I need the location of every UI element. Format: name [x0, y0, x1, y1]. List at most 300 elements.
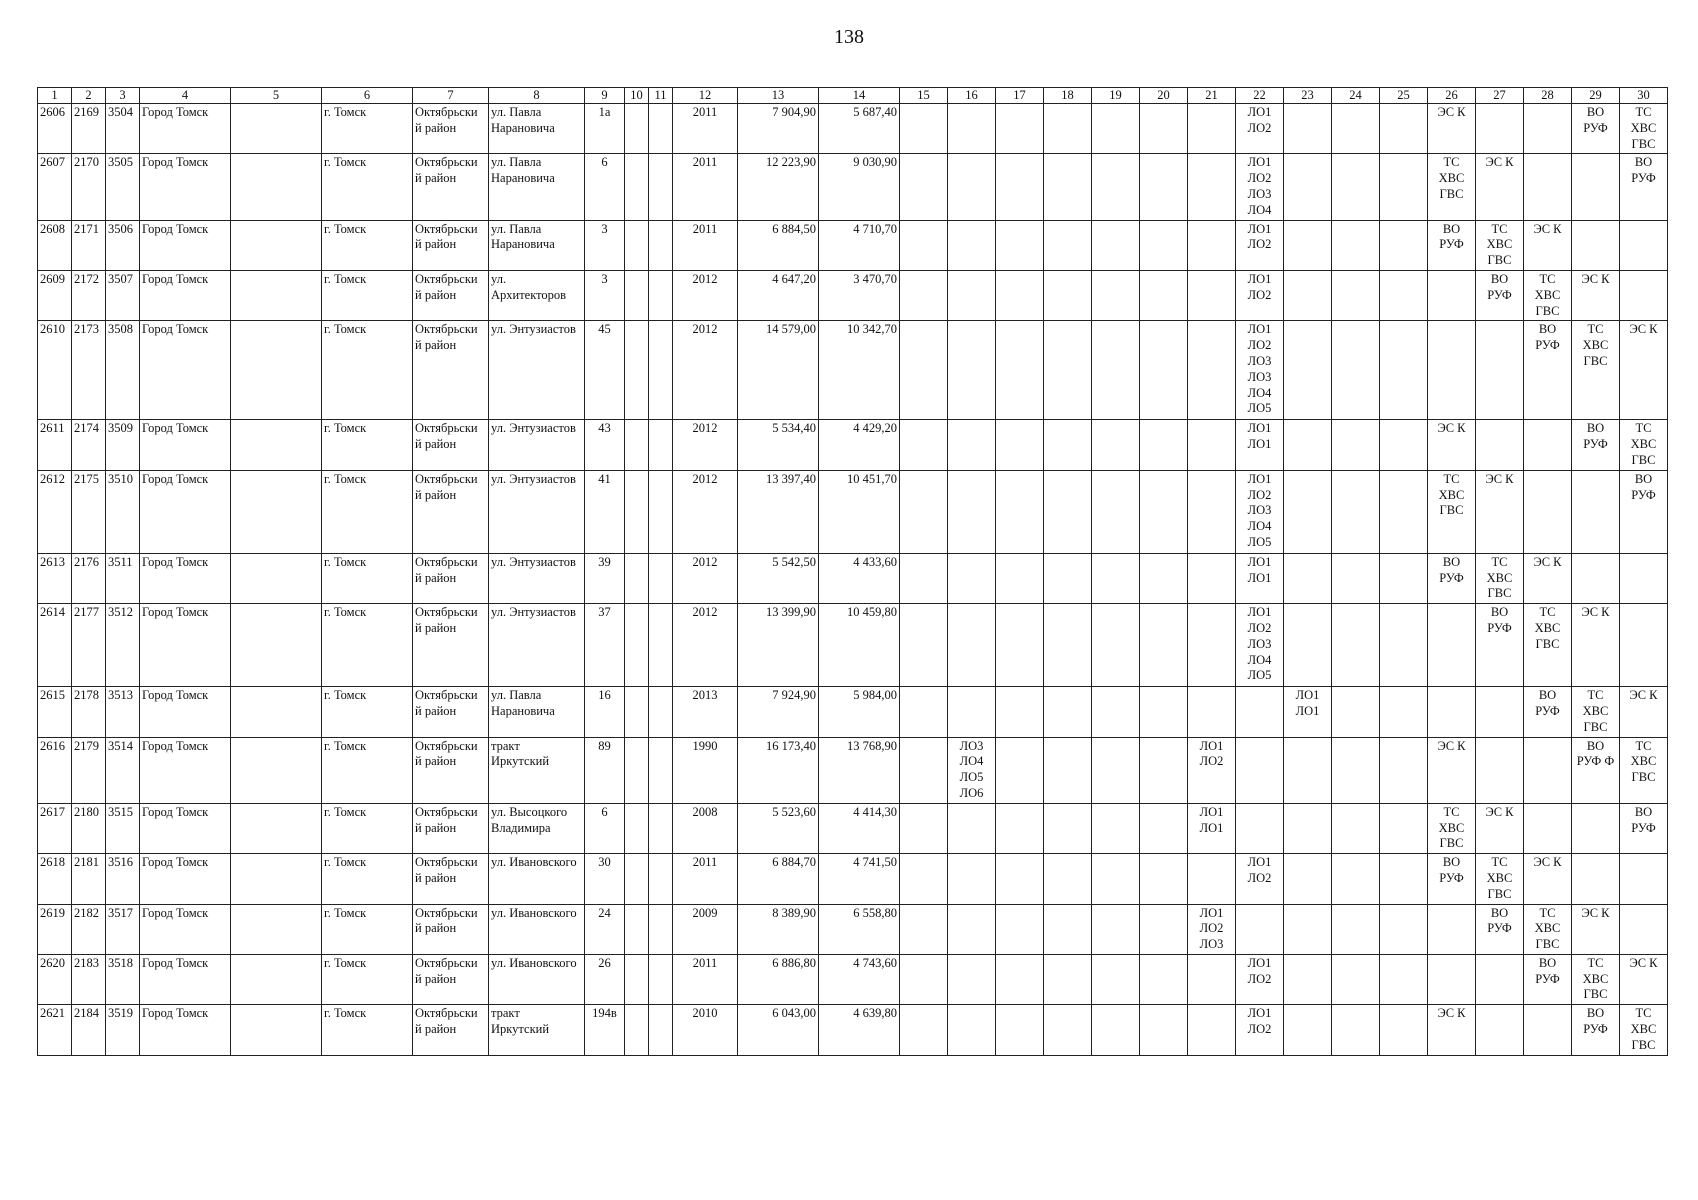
- cell-col-24: [1332, 803, 1380, 853]
- cell-col-4: Город Томск: [140, 854, 231, 904]
- cell-col-19: [1092, 954, 1140, 1004]
- cell-col-1: 2620: [38, 954, 72, 1004]
- cell-col-17: [996, 470, 1044, 553]
- cell-col-18: [1044, 904, 1092, 954]
- cell-col-17: [996, 954, 1044, 1004]
- cell-col-29: ВО РУФ: [1572, 104, 1620, 154]
- cell-col-6: г. Томск: [322, 104, 413, 154]
- cell-col-19: [1092, 420, 1140, 470]
- cell-col-28: [1524, 470, 1572, 553]
- cell-col-7: Октябрьски й район: [413, 1005, 489, 1055]
- cell-col-26: ТС ХВС ГВС: [1428, 803, 1476, 853]
- column-header-22: 22: [1236, 88, 1284, 104]
- cell-col-16: [948, 604, 996, 687]
- column-header-9: 9: [585, 88, 625, 104]
- cell-col-14: 4 433,60: [819, 553, 900, 603]
- cell-col-15: [900, 954, 948, 1004]
- cell-col-26: ВО РУФ: [1428, 553, 1476, 603]
- column-header-4: 4: [140, 88, 231, 104]
- cell-col-4: Город Томск: [140, 104, 231, 154]
- cell-col-28: ВО РУФ: [1524, 321, 1572, 420]
- cell-col-10: [625, 220, 649, 270]
- cell-col-23: [1284, 104, 1332, 154]
- cell-col-4: Город Томск: [140, 954, 231, 1004]
- cell-col-5: [231, 687, 322, 737]
- cell-col-15: [900, 420, 948, 470]
- cell-col-23: [1284, 803, 1332, 853]
- cell-col-18: [1044, 321, 1092, 420]
- cell-col-23: [1284, 420, 1332, 470]
- cell-col-18: [1044, 604, 1092, 687]
- cell-col-18: [1044, 954, 1092, 1004]
- cell-col-27: [1476, 321, 1524, 420]
- cell-col-27: ТС ХВС ГВС: [1476, 220, 1524, 270]
- cell-col-20: [1140, 553, 1188, 603]
- cell-col-1: 2612: [38, 470, 72, 553]
- cell-col-15: [900, 904, 948, 954]
- cell-col-13: 5 523,60: [738, 803, 819, 853]
- cell-col-11: [649, 321, 673, 420]
- cell-col-16: [948, 553, 996, 603]
- cell-col-11: [649, 904, 673, 954]
- cell-col-13: 7 904,90: [738, 104, 819, 154]
- cell-col-21: [1188, 854, 1236, 904]
- cell-col-3: 3514: [106, 737, 140, 803]
- cell-col-29: [1572, 854, 1620, 904]
- cell-col-8: тракт Иркутский: [489, 737, 585, 803]
- cell-col-20: [1140, 321, 1188, 420]
- column-header-13: 13: [738, 88, 819, 104]
- cell-col-10: [625, 420, 649, 470]
- cell-col-7: Октябрьски й район: [413, 604, 489, 687]
- table-row: [38, 553, 1668, 603]
- cell-col-25: [1380, 737, 1428, 803]
- cell-col-18: [1044, 803, 1092, 853]
- cell-col-23: [1284, 220, 1332, 270]
- cell-col-27: [1476, 687, 1524, 737]
- cell-col-3: 3513: [106, 687, 140, 737]
- cell-col-13: 13 397,40: [738, 470, 819, 553]
- cell-col-8: ул. Архитекторов: [489, 270, 585, 320]
- column-header-19: 19: [1092, 88, 1140, 104]
- cell-col-9: 194в: [585, 1005, 625, 1055]
- cell-col-26: [1428, 604, 1476, 687]
- cell-col-19: [1092, 803, 1140, 853]
- cell-col-1: 2608: [38, 220, 72, 270]
- column-header-11: 11: [649, 88, 673, 104]
- cell-col-2: 2181: [72, 854, 106, 904]
- cell-col-28: ВО РУФ: [1524, 687, 1572, 737]
- cell-col-14: 4 429,20: [819, 420, 900, 470]
- cell-col-8: ул. Ивановского: [489, 954, 585, 1004]
- cell-col-27: ТС ХВС ГВС: [1476, 854, 1524, 904]
- cell-col-19: [1092, 1005, 1140, 1055]
- cell-col-19: [1092, 604, 1140, 687]
- cell-col-12: 1990: [673, 737, 738, 803]
- cell-col-23: [1284, 470, 1332, 553]
- cell-col-4: Город Томск: [140, 737, 231, 803]
- cell-col-10: [625, 954, 649, 1004]
- cell-col-9: 3: [585, 220, 625, 270]
- cell-col-5: [231, 737, 322, 803]
- cell-col-10: [625, 854, 649, 904]
- cell-col-8: ул. Ивановского: [489, 904, 585, 954]
- cell-col-24: [1332, 270, 1380, 320]
- cell-col-25: [1380, 220, 1428, 270]
- cell-col-12: 2012: [673, 604, 738, 687]
- cell-col-27: ВО РУФ: [1476, 270, 1524, 320]
- cell-col-2: 2182: [72, 904, 106, 954]
- column-header-3: 3: [106, 88, 140, 104]
- cell-col-15: [900, 737, 948, 803]
- cell-col-5: [231, 470, 322, 553]
- cell-col-5: [231, 154, 322, 220]
- cell-col-1: 2616: [38, 737, 72, 803]
- cell-col-21: [1188, 1005, 1236, 1055]
- cell-col-1: 2611: [38, 420, 72, 470]
- cell-col-6: г. Томск: [322, 904, 413, 954]
- cell-col-24: [1332, 104, 1380, 154]
- cell-col-7: Октябрьски й район: [413, 220, 489, 270]
- cell-col-29: ТС ХВС ГВС: [1572, 687, 1620, 737]
- cell-col-20: [1140, 604, 1188, 687]
- cell-col-1: 2618: [38, 854, 72, 904]
- cell-col-23: [1284, 154, 1332, 220]
- cell-col-2: 2171: [72, 220, 106, 270]
- cell-col-6: г. Томск: [322, 803, 413, 853]
- cell-col-17: [996, 904, 1044, 954]
- cell-col-18: [1044, 1005, 1092, 1055]
- cell-col-13: 6 886,80: [738, 954, 819, 1004]
- cell-col-18: [1044, 420, 1092, 470]
- table-row: [38, 270, 1668, 320]
- cell-col-8: тракт Иркутский: [489, 1005, 585, 1055]
- cell-col-27: [1476, 420, 1524, 470]
- cell-col-14: 9 030,90: [819, 154, 900, 220]
- cell-col-13: 6 884,70: [738, 854, 819, 904]
- cell-col-15: [900, 803, 948, 853]
- cell-col-2: 2172: [72, 270, 106, 320]
- cell-col-29: ТС ХВС ГВС: [1572, 321, 1620, 420]
- cell-col-17: [996, 321, 1044, 420]
- table-row: [38, 220, 1668, 270]
- table-row: [38, 420, 1668, 470]
- table-row: [38, 604, 1668, 687]
- cell-col-21: [1188, 470, 1236, 553]
- cell-col-30: [1620, 854, 1668, 904]
- registry-table: [37, 87, 1668, 1056]
- cell-col-12: 2012: [673, 553, 738, 603]
- column-header-17: 17: [996, 88, 1044, 104]
- cell-col-12: 2009: [673, 904, 738, 954]
- cell-col-25: [1380, 604, 1428, 687]
- cell-col-20: [1140, 954, 1188, 1004]
- cell-col-19: [1092, 270, 1140, 320]
- cell-col-17: [996, 220, 1044, 270]
- cell-col-11: [649, 270, 673, 320]
- cell-col-1: 2607: [38, 154, 72, 220]
- cell-col-21: [1188, 154, 1236, 220]
- table-body: [38, 104, 1668, 1056]
- cell-col-15: [900, 553, 948, 603]
- cell-col-16: [948, 687, 996, 737]
- cell-col-14: 10 451,70: [819, 470, 900, 553]
- cell-col-25: [1380, 270, 1428, 320]
- cell-col-5: [231, 954, 322, 1004]
- cell-col-5: [231, 1005, 322, 1055]
- cell-col-28: [1524, 154, 1572, 220]
- cell-col-6: г. Томск: [322, 604, 413, 687]
- cell-col-23: [1284, 553, 1332, 603]
- cell-col-5: [231, 553, 322, 603]
- cell-col-6: г. Томск: [322, 553, 413, 603]
- cell-col-30: [1620, 220, 1668, 270]
- cell-col-1: 2614: [38, 604, 72, 687]
- cell-col-18: [1044, 687, 1092, 737]
- cell-col-13: 8 389,90: [738, 904, 819, 954]
- cell-col-22: [1236, 737, 1284, 803]
- table-row: [38, 854, 1668, 904]
- cell-col-11: [649, 420, 673, 470]
- cell-col-3: 3504: [106, 104, 140, 154]
- table-row: [38, 803, 1668, 853]
- cell-col-2: 2176: [72, 553, 106, 603]
- cell-col-3: 3517: [106, 904, 140, 954]
- cell-col-13: 5 542,50: [738, 553, 819, 603]
- column-header-15: 15: [900, 88, 948, 104]
- cell-col-8: ул. Павла Нарановича: [489, 104, 585, 154]
- cell-col-30: ВО РУФ: [1620, 470, 1668, 553]
- column-header-16: 16: [948, 88, 996, 104]
- cell-col-3: 3516: [106, 854, 140, 904]
- cell-col-29: ТС ХВС ГВС: [1572, 954, 1620, 1004]
- cell-col-19: [1092, 154, 1140, 220]
- cell-col-28: [1524, 104, 1572, 154]
- cell-col-12: 2012: [673, 420, 738, 470]
- cell-col-2: 2174: [72, 420, 106, 470]
- cell-col-22: ЛО1 ЛО2: [1236, 1005, 1284, 1055]
- cell-col-24: [1332, 154, 1380, 220]
- cell-col-16: [948, 954, 996, 1004]
- cell-col-7: Октябрьски й район: [413, 687, 489, 737]
- cell-col-5: [231, 420, 322, 470]
- cell-col-9: 45: [585, 321, 625, 420]
- cell-col-5: [231, 604, 322, 687]
- cell-col-8: ул. Павла Нарановича: [489, 154, 585, 220]
- cell-col-26: ЭС К: [1428, 104, 1476, 154]
- table-row: [38, 904, 1668, 954]
- cell-col-22: [1236, 687, 1284, 737]
- cell-col-21: ЛО1 ЛО2 ЛО3: [1188, 904, 1236, 954]
- cell-col-22: ЛО1 ЛО2: [1236, 104, 1284, 154]
- column-header-5: 5: [231, 88, 322, 104]
- cell-col-16: [948, 321, 996, 420]
- cell-col-29: ВО РУФ Ф: [1572, 737, 1620, 803]
- cell-col-14: 5 687,40: [819, 104, 900, 154]
- cell-col-23: [1284, 954, 1332, 1004]
- cell-col-10: [625, 470, 649, 553]
- cell-col-18: [1044, 553, 1092, 603]
- cell-col-26: [1428, 687, 1476, 737]
- cell-col-15: [900, 604, 948, 687]
- cell-col-26: [1428, 904, 1476, 954]
- cell-col-24: [1332, 854, 1380, 904]
- cell-col-3: 3508: [106, 321, 140, 420]
- cell-col-26: ЭС К: [1428, 737, 1476, 803]
- page-number: 138: [834, 26, 864, 48]
- cell-col-10: [625, 104, 649, 154]
- cell-col-10: [625, 604, 649, 687]
- cell-col-24: [1332, 553, 1380, 603]
- cell-col-19: [1092, 220, 1140, 270]
- cell-col-17: [996, 420, 1044, 470]
- cell-col-28: [1524, 1005, 1572, 1055]
- cell-col-19: [1092, 904, 1140, 954]
- cell-col-12: 2011: [673, 854, 738, 904]
- cell-col-7: Октябрьски й район: [413, 321, 489, 420]
- header-row: [38, 88, 1668, 104]
- cell-col-14: 4 741,50: [819, 854, 900, 904]
- column-header-6: 6: [322, 88, 413, 104]
- cell-col-29: [1572, 154, 1620, 220]
- cell-col-5: [231, 321, 322, 420]
- column-header-7: 7: [413, 88, 489, 104]
- cell-col-14: 10 459,80: [819, 604, 900, 687]
- cell-col-30: ТС ХВС ГВС: [1620, 420, 1668, 470]
- cell-col-2: 2179: [72, 737, 106, 803]
- cell-col-30: [1620, 270, 1668, 320]
- cell-col-1: 2606: [38, 104, 72, 154]
- cell-col-13: 6 043,00: [738, 1005, 819, 1055]
- cell-col-17: [996, 687, 1044, 737]
- cell-col-30: ТС ХВС ГВС: [1620, 737, 1668, 803]
- cell-col-3: 3519: [106, 1005, 140, 1055]
- cell-col-13: 6 884,50: [738, 220, 819, 270]
- cell-col-5: [231, 803, 322, 853]
- cell-col-7: Октябрьски й район: [413, 854, 489, 904]
- cell-col-20: [1140, 104, 1188, 154]
- cell-col-2: 2177: [72, 604, 106, 687]
- cell-col-8: ул. Высоцкого Владимира: [489, 803, 585, 853]
- cell-col-22: ЛО1 ЛО2: [1236, 220, 1284, 270]
- cell-col-30: ЭС К: [1620, 954, 1668, 1004]
- cell-col-25: [1380, 1005, 1428, 1055]
- cell-col-1: 2617: [38, 803, 72, 853]
- cell-col-16: [948, 854, 996, 904]
- cell-col-23: [1284, 904, 1332, 954]
- cell-col-28: ВО РУФ: [1524, 954, 1572, 1004]
- cell-col-18: [1044, 220, 1092, 270]
- cell-col-22: [1236, 803, 1284, 853]
- cell-col-25: [1380, 104, 1428, 154]
- cell-col-22: ЛО1 ЛО2 ЛО3 ЛО4 ЛО5: [1236, 604, 1284, 687]
- column-header-21: 21: [1188, 88, 1236, 104]
- cell-col-15: [900, 154, 948, 220]
- cell-col-16: ЛО3 ЛО4 ЛО5 ЛО6: [948, 737, 996, 803]
- cell-col-25: [1380, 420, 1428, 470]
- cell-col-24: [1332, 1005, 1380, 1055]
- cell-col-9: 37: [585, 604, 625, 687]
- cell-col-20: [1140, 737, 1188, 803]
- cell-col-16: [948, 1005, 996, 1055]
- cell-col-12: 2011: [673, 220, 738, 270]
- cell-col-6: г. Томск: [322, 220, 413, 270]
- cell-col-9: 6: [585, 154, 625, 220]
- cell-col-17: [996, 803, 1044, 853]
- cell-col-16: [948, 220, 996, 270]
- cell-col-8: ул. Энтузиастов: [489, 470, 585, 553]
- cell-col-8: ул. Энтузиастов: [489, 321, 585, 420]
- cell-col-24: [1332, 954, 1380, 1004]
- cell-col-3: 3505: [106, 154, 140, 220]
- cell-col-15: [900, 854, 948, 904]
- cell-col-27: ЭС К: [1476, 803, 1524, 853]
- cell-col-28: [1524, 737, 1572, 803]
- cell-col-27: [1476, 1005, 1524, 1055]
- cell-col-6: г. Томск: [322, 854, 413, 904]
- cell-col-23: [1284, 321, 1332, 420]
- cell-col-15: [900, 687, 948, 737]
- cell-col-15: [900, 270, 948, 320]
- cell-col-22: ЛО1 ЛО2: [1236, 854, 1284, 904]
- cell-col-13: 12 223,90: [738, 154, 819, 220]
- column-header-23: 23: [1284, 88, 1332, 104]
- cell-col-4: Город Томск: [140, 220, 231, 270]
- column-header-28: 28: [1524, 88, 1572, 104]
- table-row: [38, 470, 1668, 553]
- cell-col-9: 3: [585, 270, 625, 320]
- cell-col-7: Октябрьски й район: [413, 154, 489, 220]
- cell-col-17: [996, 154, 1044, 220]
- cell-col-27: [1476, 954, 1524, 1004]
- cell-col-27: [1476, 104, 1524, 154]
- cell-col-22: ЛО1 ЛО2 ЛО3 ЛО3 ЛО4 ЛО5: [1236, 321, 1284, 420]
- cell-col-25: [1380, 687, 1428, 737]
- column-header-26: 26: [1428, 88, 1476, 104]
- cell-col-30: ТС ХВС ГВС: [1620, 1005, 1668, 1055]
- cell-col-30: ВО РУФ: [1620, 154, 1668, 220]
- column-header-24: 24: [1332, 88, 1380, 104]
- cell-col-19: [1092, 687, 1140, 737]
- cell-col-10: [625, 1005, 649, 1055]
- cell-col-11: [649, 687, 673, 737]
- cell-col-11: [649, 154, 673, 220]
- cell-col-2: 2175: [72, 470, 106, 553]
- cell-col-7: Октябрьски й район: [413, 954, 489, 1004]
- cell-col-9: 30: [585, 854, 625, 904]
- cell-col-21: [1188, 604, 1236, 687]
- cell-col-8: ул. Энтузиастов: [489, 420, 585, 470]
- cell-col-28: [1524, 803, 1572, 853]
- cell-col-16: [948, 104, 996, 154]
- cell-col-3: 3518: [106, 954, 140, 1004]
- table-header: [38, 88, 1668, 104]
- cell-col-30: [1620, 553, 1668, 603]
- cell-col-14: 4 710,70: [819, 220, 900, 270]
- cell-col-22: ЛО1 ЛО2: [1236, 270, 1284, 320]
- cell-col-4: Город Томск: [140, 154, 231, 220]
- cell-col-15: [900, 1005, 948, 1055]
- cell-col-11: [649, 854, 673, 904]
- cell-col-13: 4 647,20: [738, 270, 819, 320]
- cell-col-4: Город Томск: [140, 604, 231, 687]
- cell-col-12: 2012: [673, 270, 738, 320]
- cell-col-16: [948, 803, 996, 853]
- cell-col-10: [625, 803, 649, 853]
- cell-col-29: ВО РУФ: [1572, 1005, 1620, 1055]
- cell-col-5: [231, 854, 322, 904]
- cell-col-26: ТС ХВС ГВС: [1428, 470, 1476, 553]
